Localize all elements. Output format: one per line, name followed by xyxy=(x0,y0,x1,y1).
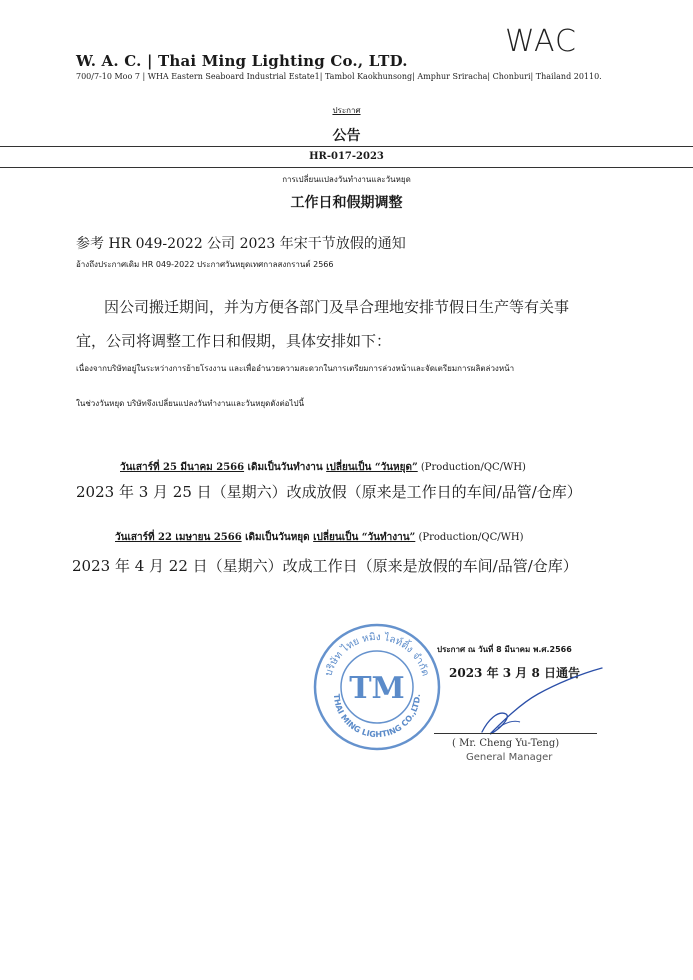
stamp-ring-english: THAI MING LIGHTING CO.,LTD. xyxy=(331,693,423,740)
company-name: W. A. C. | Thai Ming Lighting Co., LTD. xyxy=(76,52,408,70)
divider-bottom xyxy=(0,167,693,168)
schedule-item-1-chinese: 2023 年 3 月 25 日（星期六）改成放假（原来是工作日的车间/品管/仓库） xyxy=(76,483,582,501)
schedule-item-2-scope: (Production/QC/WH) xyxy=(415,532,524,543)
body-thai-line-1: เนื่องจากบริษัทอยู่ในระหว่างการย้ายโรงงาน และเพื่ออำนวยความสะดวกในการเตรียมการล่วงหน้าและจัดเตรียมการผลิตล่วงหน้า xyxy=(76,364,515,373)
divider-top xyxy=(0,146,693,147)
schedule-item-2-date: วันเสาร์ที่ 22 เมษายน 2566 xyxy=(115,532,242,543)
announcement-label-chinese: 公告 xyxy=(332,128,361,144)
reference-chinese: 参考 HR 049-2022 公司 2023 年宋干节放假的通知 xyxy=(76,236,406,252)
schedule-item-1-thai xyxy=(120,460,526,475)
signature-line xyxy=(434,733,597,734)
schedule-item-2-original: เดิมเป็นวันหยุด xyxy=(241,532,314,543)
signer-title: General Manager xyxy=(466,752,553,763)
subject-thai: การเปลี่ยนแปลงวันทำงานและวันหยุด xyxy=(282,175,411,184)
document-number: HR-017-2023 xyxy=(309,151,384,162)
company-stamp xyxy=(312,622,442,752)
body-chinese-line-1: 因公司搬迁期间，并为方便各部门及旱合理地安排节假日生产等有关事 xyxy=(104,298,570,316)
schedule-item-1-date: วันเสาร์ที่ 25 มีนาคม 2566 xyxy=(120,462,245,473)
announcement-date-thai: ประกาศ ณ วันที่ 8 มีนาคม พ.ศ.2566 xyxy=(437,645,572,654)
schedule-item-1-change: เปลี่ยนเป็น “วันหยุด” xyxy=(326,462,418,473)
company-address: 700/7-10 Moo 7 | WHA Eastern Seaboard Industrial Estate1| Tambol Kaokhunsong| Amphur Sriracha| Chonburi| Thailand 20110. xyxy=(76,72,602,81)
schedule-item-1-original: เดิมเป็นวันทำงาน xyxy=(244,462,327,473)
announcement-label-thai: ประกาศ xyxy=(332,106,361,115)
company-logo: WAC xyxy=(505,24,577,59)
stamp-ring-thai: บริษัท ไทย หมิง ไลท์ติ้ง จำกัด xyxy=(323,631,431,678)
reference-thai: อ้างถึงประกาศเดิม HR 049-2022 ประกาศวันหยุดเทศกาลสงกรานต์ 2566 xyxy=(76,260,334,269)
signer-name: ( Mr. Cheng Yu-Teng) xyxy=(452,738,560,749)
body-thai-line-2: ในช่วงวันหยุด บริษัทจึงเปลี่ยนแปลงวันทำงานและวันหยุดดังต่อไปนี้ xyxy=(76,399,305,408)
schedule-item-2-change: เปลี่ยนเป็น “วันทำงาน” xyxy=(313,532,416,543)
body-chinese-line-2: 宜，公司将调整工作日和假期，具体安排如下： xyxy=(76,332,392,350)
subject-chinese: 工作日和假期调整 xyxy=(290,195,403,211)
handwritten-signature xyxy=(440,660,615,750)
schedule-item-1-scope: (Production/QC/WH) xyxy=(417,462,526,473)
schedule-item-2-thai xyxy=(115,530,524,545)
schedule-item-2-chinese: 2023 年 4 月 22 日（星期六）改成工作日（原来是放假的车间/品管/仓库） xyxy=(72,557,578,575)
stamp-center-logo: TM xyxy=(349,671,405,706)
announcement-date-chinese: 2023 年 3 月 8 日通告 xyxy=(449,666,580,680)
